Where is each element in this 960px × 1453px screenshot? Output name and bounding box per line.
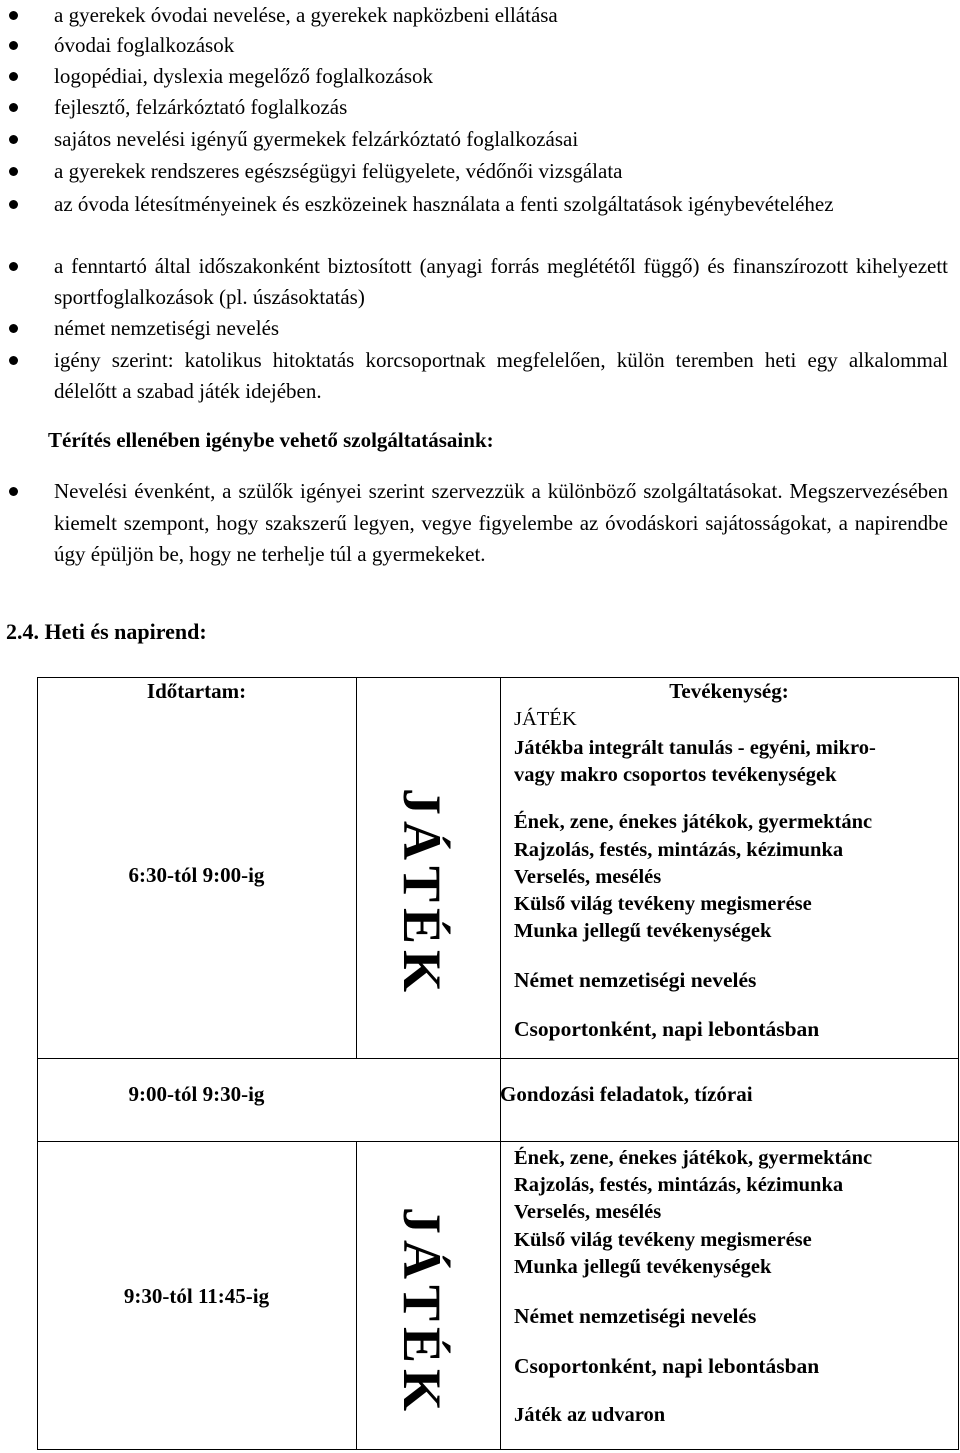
table-row-divider [37, 1141, 959, 1142]
activity-line: Gondozási feladatok, tízórai [500, 1082, 753, 1106]
list-item: a gyerekek óvodai nevelése, a gyerekek napközbeni ellátása [54, 0, 948, 31]
activity-line: Játékba integrált tanulás - egyéni, mikro- [514, 737, 876, 759]
activity-line: Csoportonként, napi lebontásban [514, 1017, 820, 1041]
activity-line: Ének, zene, énekes játékok, gyermektánc [514, 811, 873, 833]
vertical-play-label: JÁTÉK [392, 1207, 452, 1418]
activity-line: Rajzolás, festés, mintázás, kézimunka [514, 1174, 844, 1196]
vertical-play-label: JÁTÉK [392, 788, 452, 999]
activity-line: Külső világ tevékeny megismerése [514, 1229, 812, 1251]
header-activity: Tevékenység: [669, 679, 789, 703]
table-border-bottom [37, 1449, 959, 1450]
table-column-divider [356, 1141, 357, 1450]
bullet-icon [9, 103, 18, 112]
list-item: az óvoda létesítményeinek és eszközeinek használata a fenti szolgáltatások igénybevételéhez [54, 189, 948, 220]
list-item: sajátos nevelési igényű gyermekek felzárkóztató foglalkozásai [54, 124, 948, 155]
activity-line: JÁTÉK [514, 708, 577, 730]
activity-line: Ének, zene, énekes játékok, gyermektánc [514, 1147, 873, 1169]
list-item: a fenntartó által időszakonként biztosított (anyagi forrás meglététől függő) és finanszírozott kihelyezett sportfoglalkozások (pl. úszásoktatás) [54, 251, 948, 312]
header-duration: Időtartam: [146, 679, 247, 703]
bullet-icon [9, 135, 18, 144]
bullet-icon [9, 200, 18, 209]
bullet-icon [9, 324, 18, 333]
activity-line: Játék az udvaron [514, 1404, 666, 1426]
bullet-icon [9, 72, 18, 81]
activity-line: Rajzolás, festés, mintázás, kézimunka [514, 839, 844, 861]
table-column-divider [356, 677, 357, 1059]
paid-services-heading: Térítés ellenében igénybe vehető szolgáltatásaink: [48, 428, 494, 452]
activity-line: Munka jellegű tevékenységek [514, 1256, 772, 1278]
activity-line: vagy makro csoportos tevékenységek [514, 764, 837, 786]
activity-line: Verselés, mesélés [514, 1201, 662, 1223]
activity-line: Német nemzetiségi nevelés [514, 1304, 757, 1328]
bullet-icon [9, 487, 18, 496]
table-column-divider [500, 677, 501, 1450]
list-item: igény szerint: katolikus hitoktatás korcsoportnak megfelelően, külön teremben heti egy alkalommal délelőtt a szabad játék idejében. [54, 345, 948, 406]
list-item: fejlesztő, felzárkóztató foglalkozás [54, 92, 948, 123]
activity-line: Német nemzetiségi nevelés [514, 968, 757, 992]
list-item: óvodai foglalkozások [54, 30, 948, 61]
row-time: 9:30-tól 11:45-ig [123, 1284, 270, 1308]
bullet-icon [9, 11, 18, 20]
activity-line: Verselés, mesélés [514, 866, 662, 888]
activity-line: Külső világ tevékeny megismerése [514, 893, 812, 915]
list-item: logopédiai, dyslexia megelőző foglalkozások [54, 61, 948, 92]
bullet-icon [9, 356, 18, 365]
table-border-left [37, 677, 38, 1450]
list-item: német nemzetiségi nevelés [54, 313, 948, 344]
paid-services-paragraph: Nevelési évenként, a szülők igényei szerint szervezzük a különböző szolgáltatásokat. Megszervezésében kiemelt szempont, hogy szakszerű legyen, vegye figyelembe az óvodáskori sajátosságokat, a napirendbe úgy épüljön be, hogy ne terhelje túl a gyermekeket. [54, 476, 948, 571]
row-time: 9:00-tól 9:30-ig [128, 1082, 265, 1106]
list-item: a gyerekek rendszeres egészségügyi felügyelete, védőnői vizsgálata [54, 156, 948, 187]
row-time: 6:30-tól 9:00-ig [128, 863, 265, 887]
section-heading: 2.4. Heti és napirend: [6, 619, 207, 644]
bullet-icon [9, 167, 18, 176]
table-border-right [958, 677, 959, 1450]
activity-line: Munka jellegű tevékenységek [514, 920, 772, 942]
activity-line: Csoportonként, napi lebontásban [514, 1354, 820, 1378]
bullet-icon [9, 262, 18, 271]
table-row-divider [37, 1058, 959, 1059]
bullet-icon [9, 41, 18, 50]
